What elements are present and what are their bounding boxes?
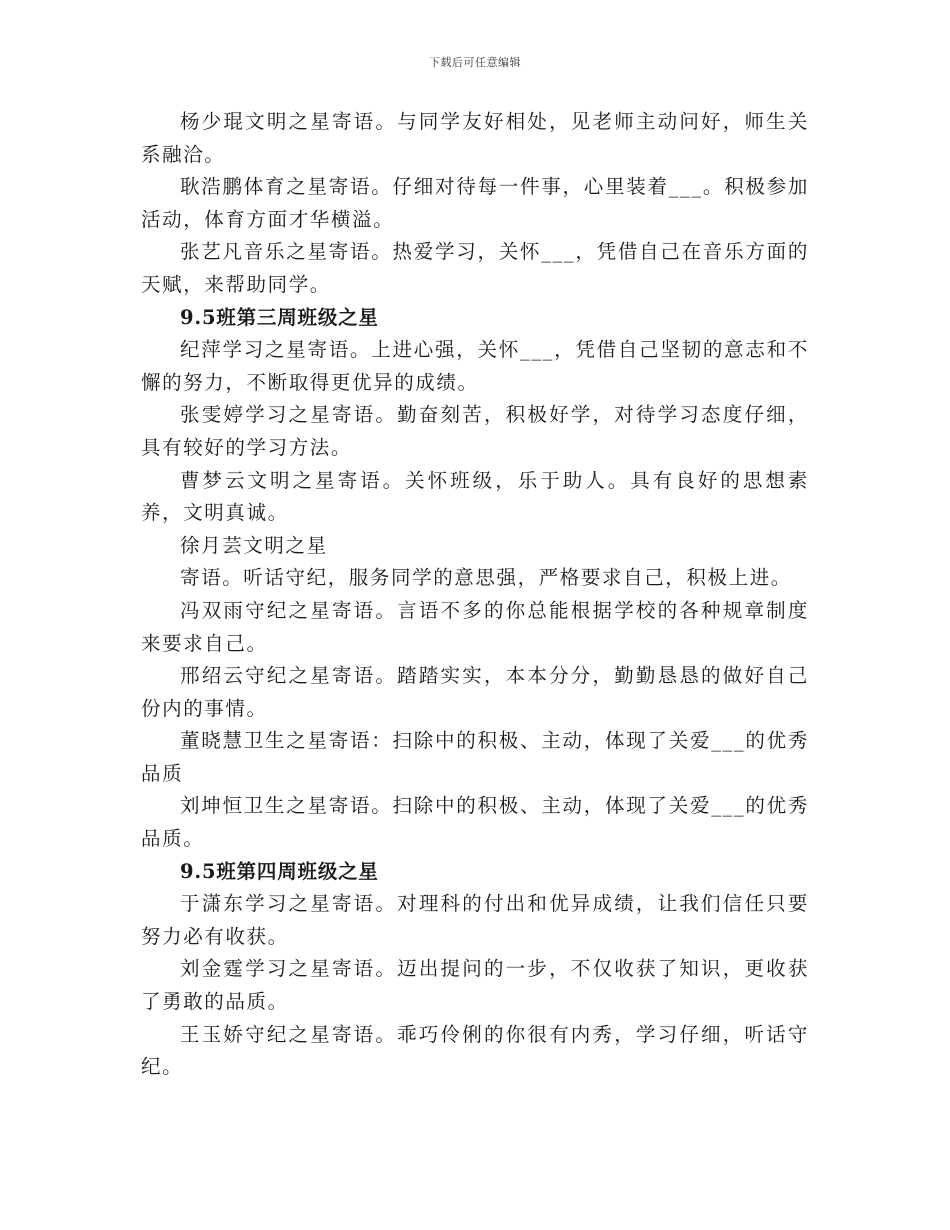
paragraph: 徐月芸文明之星 [180,533,328,557]
paragraph: 于潇东学习之星寄语。对理科的付出和优异成绩，让我们信任只要努力必有收获。 [141,892,809,948]
paragraph: 杨少琨文明之星寄语。与同学友好相处，见老师主动问好，师生关系融洽。 [141,110,809,166]
section-heading: 9.5班第三周班级之星 [180,305,379,329]
paragraph: 寄语。听话守纪，服务同学的意思强，严格要求自己，积极上进。 [180,566,792,590]
paragraph: 董晓慧卫生之星寄语：扫除中的积极、主动，体现了关爱___的优秀品质 [141,729,809,785]
paragraph: 刘金霆学习之星寄语。迈出提问的一步，不仅收获了知识，更收获了勇敢的品质。 [141,957,809,1014]
document-body [141,106,809,1084]
paragraph: 王玉娇守纪之星寄语。乖巧伶俐的你很有内秀，学习仔细，听话守纪。 [141,1022,809,1079]
paragraph: 冯双雨守纪之星寄语。言语不多的你总能根据学校的各种规章制度来要求自己。 [141,598,809,655]
page-header: 下载后可任意编辑 [429,56,521,69]
paragraph: 张艺凡音乐之星寄语。热爱学习，关怀___，凭借自己在音乐方面的天赋，来帮助同学。 [141,240,809,296]
paragraph: 耿浩鹏体育之星寄语。仔细对待每一件事，心里装着___。积极参加活动，体育方面才华横溢。 [141,175,809,231]
paragraph: 邢绍云守纪之星寄语。踏踏实实，本本分分，勤勤恳恳的做好自己份内的事情。 [141,664,809,720]
paragraph: 刘坤恒卫生之星寄语。扫除中的积极、主动，体现了关爱___的优秀品质。 [141,794,809,851]
section-heading: 9.5班第四周班级之星 [180,859,379,883]
paragraph: 纪萍学习之星寄语。上进心强，关怀___，凭借自己坚韧的意志和不懈的努力，不断取得更优异的成绩。 [141,338,809,394]
paragraph: 张雯婷学习之星寄语。勤奋刻苦，积极好学，对待学习态度仔细，具有较好的学习方法。 [141,403,809,459]
paragraph: 曹梦云文明之星寄语。关怀班级，乐于助人。具有良好的思想素养，文明真诚。 [141,468,809,525]
